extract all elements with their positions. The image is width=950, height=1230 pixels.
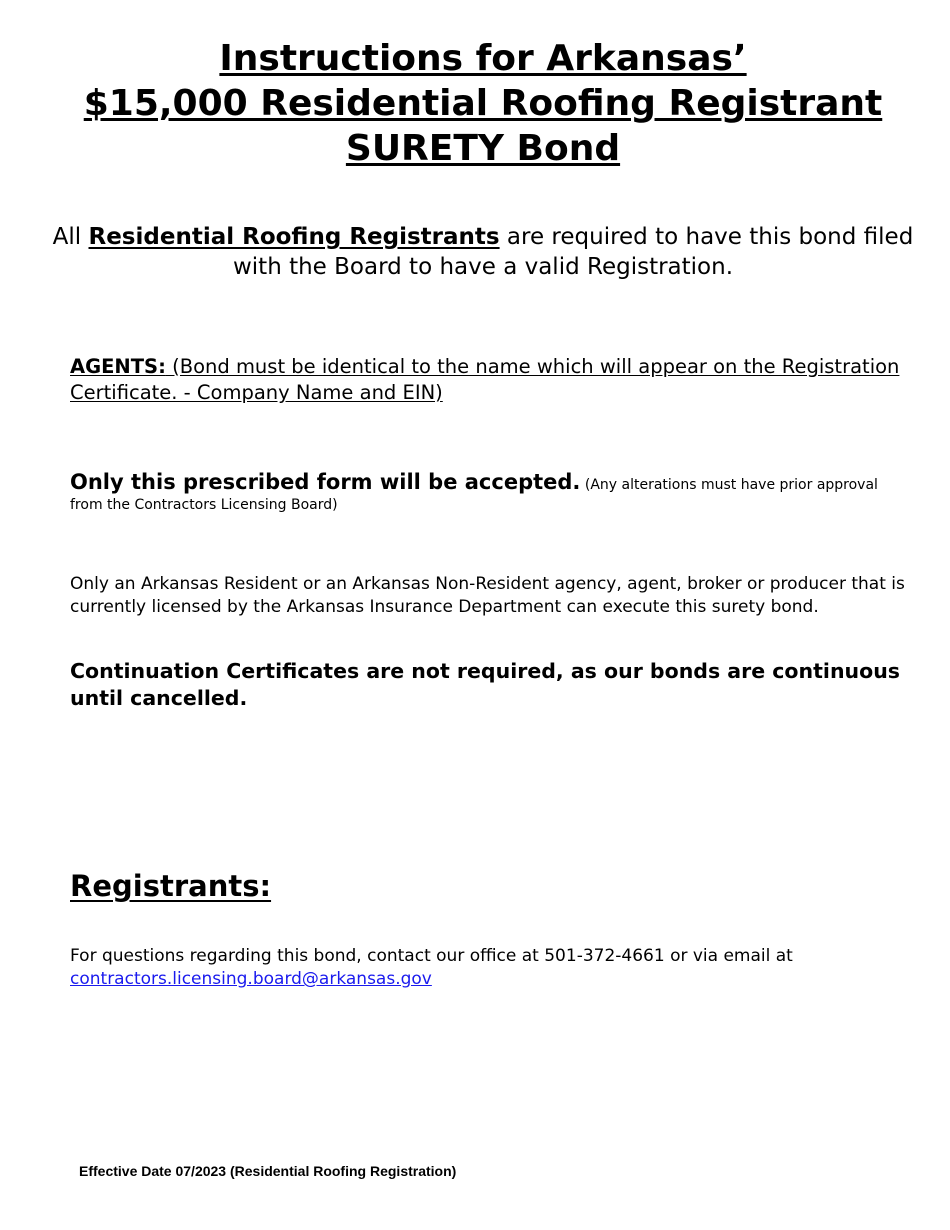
intro-prefix: All bbox=[52, 224, 89, 250]
title-line-2: $15,000 Residential Roofing Registrant bbox=[83, 83, 883, 124]
agents-paragraph bbox=[70, 354, 900, 406]
prescribed-note: (Any alterations must have prior approval from the Contractors Licensing Board) bbox=[70, 477, 878, 513]
title-line-1: Instructions for Arkansas’ bbox=[219, 38, 747, 79]
prescribed-period: . bbox=[572, 470, 581, 494]
continuation-paragraph: Continuation Certificates are not required, as our bonds are continuous until cancelled. bbox=[70, 659, 901, 710]
intro-keyword: Residential Roofing Registrants bbox=[88, 224, 500, 250]
footer-effective-date: Effective Date 07/2023 (Residential Roofing Registration) bbox=[79, 1163, 457, 1179]
resident-paragraph: Only an Arkansas Resident or an Arkansas Non-Resident agency, agent, broker or producer that is currently licensed by the Arkansas Insurance Department can execute this surety bond. bbox=[70, 574, 905, 617]
agents-text: (Bond must be identical to the name which will appear on the Registration Certificate. - Company Name and EIN) bbox=[70, 355, 900, 404]
contact-paragraph bbox=[70, 945, 910, 991]
agents-label: AGENTS: bbox=[70, 355, 166, 378]
document-title bbox=[0, 36, 950, 171]
intro-suffix: are required to have this bond filed with the Board to have a valid Registration. bbox=[232, 224, 914, 280]
prescribed-bold-text: Only this prescribed form will be accepted bbox=[70, 470, 573, 494]
title-line-3: SURETY Bond bbox=[345, 128, 621, 169]
intro-paragraph bbox=[40, 222, 926, 282]
registrants-heading: Registrants: bbox=[70, 869, 272, 903]
contact-text: For questions regarding this bond, contact our office at 501-372-4661 or via email at bbox=[70, 946, 793, 966]
prescribed-form-paragraph bbox=[70, 472, 910, 515]
email-link[interactable]: contractors.licensing.board@arkansas.gov bbox=[70, 969, 432, 989]
